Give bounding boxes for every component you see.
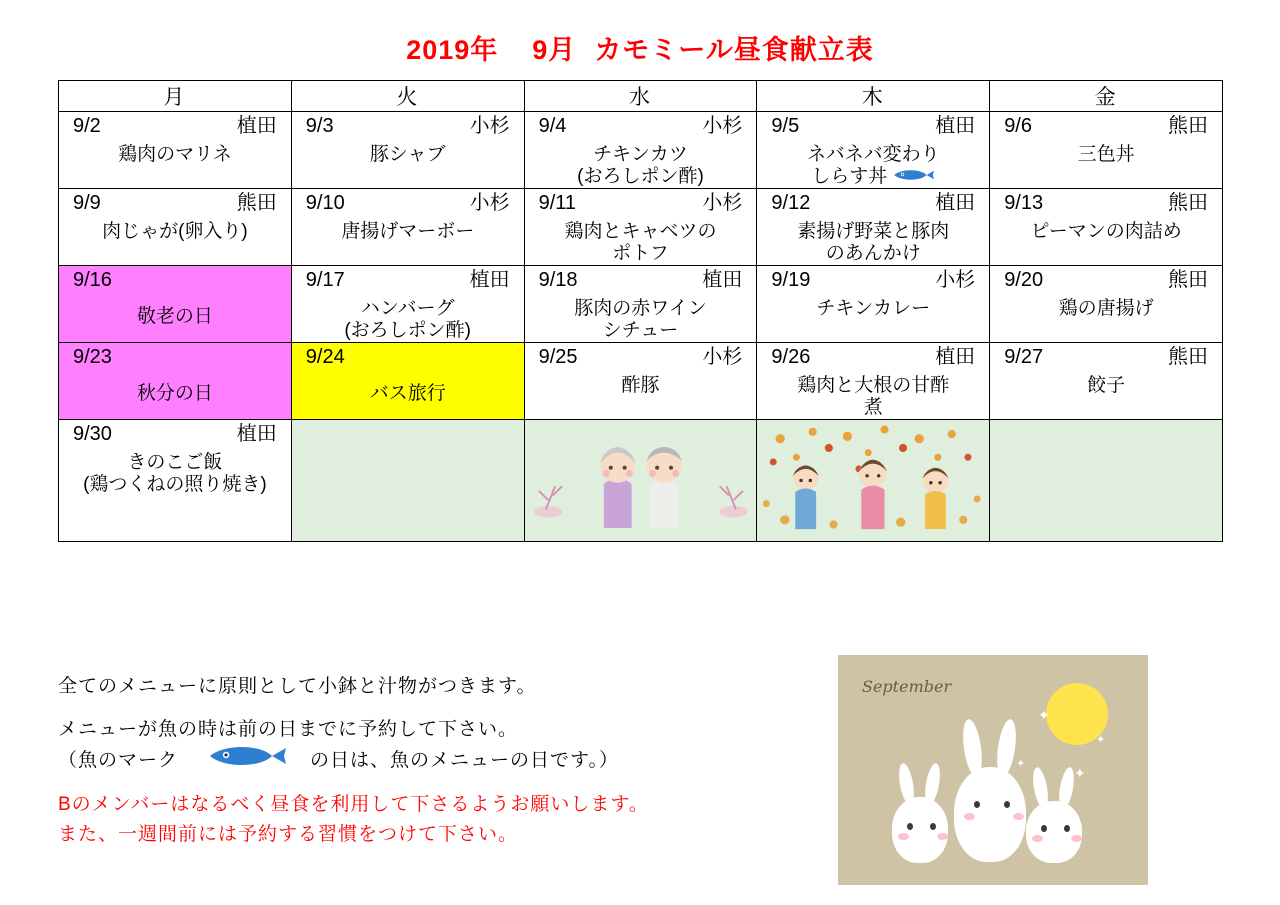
menu-line: ネバネバ変わり — [806, 144, 940, 165]
cell-date: 9/19 — [771, 269, 811, 291]
rabbit-eye — [907, 823, 913, 830]
weekday-header-mon: 月 — [59, 81, 292, 112]
cell-header — [757, 189, 989, 214]
cell-header — [292, 112, 524, 137]
cell-staff: 植田 — [702, 269, 743, 291]
calendar-cell[interactable] — [59, 343, 292, 420]
cell-staff: 小杉 — [702, 192, 743, 214]
rabbit-left — [892, 797, 948, 863]
menu-line: 酢豚 — [621, 375, 660, 396]
rabbit-cheek — [1013, 813, 1024, 820]
menu-line: バス旅行 — [369, 383, 446, 404]
menu-line: 豚シャブ — [369, 144, 446, 165]
cell-date: 9/2 — [73, 115, 101, 137]
page-title — [0, 28, 1280, 67]
cell-menu — [990, 214, 1222, 243]
fish-icon — [204, 745, 288, 776]
calendar-cell[interactable] — [990, 266, 1223, 343]
cell-menu — [59, 291, 291, 328]
menu-line: チキンカレー — [816, 298, 931, 319]
title-year: 2019年 — [406, 35, 499, 65]
cell-menu — [292, 291, 524, 342]
calendar-cell[interactable] — [990, 112, 1223, 189]
cell-date: 9/20 — [1004, 269, 1044, 291]
cell-date: 9/13 — [1004, 192, 1044, 214]
calendar-cell[interactable] — [291, 112, 524, 189]
cell-date: 9/10 — [305, 192, 345, 214]
cell-menu — [59, 214, 291, 243]
calendar-cell[interactable] — [524, 112, 757, 189]
cell-menu — [292, 214, 524, 243]
rabbit-cheek — [937, 833, 948, 840]
cell-menu — [757, 214, 989, 265]
calendar-cell[interactable] — [757, 112, 990, 189]
notes-block — [58, 672, 828, 849]
cell-header — [990, 189, 1222, 214]
menu-line: ハンバーグ — [360, 298, 455, 319]
cell-menu — [525, 291, 757, 342]
cell-date: 9/27 — [1004, 346, 1044, 368]
children-autumn-leaves-illustration — [757, 420, 989, 541]
calendar-cell[interactable] — [291, 420, 524, 542]
calendar-cell[interactable] — [524, 189, 757, 266]
menu-line: 鶏肉のマリネ — [118, 144, 232, 165]
menu-line: 肉じゃが(卵入り) — [102, 221, 248, 242]
rabbit-cheek — [1032, 835, 1043, 842]
cell-menu — [525, 368, 757, 397]
menu-line: ポトフ — [612, 242, 669, 264]
menu-line: チキンカツ — [593, 144, 688, 165]
calendar-cell[interactable] — [990, 189, 1223, 266]
cell-staff: 熊田 — [1168, 115, 1208, 137]
cell-date: 9/9 — [73, 192, 101, 214]
calendar-cell[interactable] — [524, 266, 757, 343]
cell-date: 9/5 — [771, 115, 800, 137]
cell-header — [757, 112, 989, 137]
cell-staff: 植田 — [935, 115, 976, 137]
menu-line: 鶏の唐揚げ — [1058, 298, 1154, 319]
cell-date: 9/30 — [73, 423, 112, 445]
menu-line: 素揚げ野菜と豚肉 — [797, 221, 950, 242]
menu-line: 豚肉の赤ワイン — [574, 298, 707, 319]
table-body — [59, 112, 1223, 542]
cell-header — [990, 266, 1222, 291]
cell-header — [990, 343, 1222, 368]
calendar-cell[interactable] — [757, 266, 990, 343]
cell-staff: 小杉 — [469, 192, 510, 214]
menu-line: きのこご飯 — [127, 452, 223, 473]
cell-staff: 小杉 — [935, 269, 976, 291]
calendar-cell[interactable] — [990, 420, 1223, 542]
cell-header — [757, 343, 989, 368]
cell-staff: 熊田 — [236, 192, 277, 214]
cell-staff: 植田 — [469, 269, 510, 291]
weekday-header-thu: 木 — [757, 81, 990, 112]
rabbit-right — [1026, 801, 1082, 863]
menu-line: のあんかけ — [825, 242, 921, 264]
menu-line: ピーマンの肉詰め — [1030, 221, 1182, 242]
cell-header — [59, 189, 291, 214]
calendar-cell[interactable] — [524, 343, 757, 420]
cell-staff: 植田 — [236, 423, 277, 445]
note-line-2: メニューが魚の時は前の日までに予約して下さい。 — [58, 719, 519, 741]
cell-header — [757, 266, 989, 291]
calendar-cell[interactable] — [59, 420, 292, 542]
cell-staff: 植田 — [935, 192, 976, 214]
cell-menu — [525, 137, 757, 188]
rabbit-eye — [974, 801, 980, 808]
rabbit-cheek — [964, 813, 975, 820]
cell-header — [59, 420, 291, 445]
table-row — [59, 266, 1223, 343]
cell-header — [59, 343, 291, 368]
rabbit-cheek — [898, 833, 909, 840]
cell-staff: 植田 — [236, 115, 277, 137]
menu-line: (おろしポン酢) — [577, 165, 704, 187]
cell-menu — [59, 137, 291, 166]
rabbit-eye — [1041, 825, 1047, 832]
cell-menu — [59, 368, 291, 405]
cell-date: 9/6 — [1004, 115, 1032, 137]
cell-header — [59, 266, 291, 291]
rabbit-cheek — [1071, 835, 1082, 842]
calendar-cell[interactable] — [524, 420, 757, 542]
calendar-cell[interactable] — [990, 343, 1223, 420]
cell-date: 9/3 — [305, 115, 334, 137]
cell-staff: 小杉 — [469, 115, 510, 137]
cell-header — [292, 266, 524, 291]
rabbit-moon-illustration — [838, 655, 1148, 885]
menu-calendar-table — [58, 80, 1223, 542]
note-line-1: 全てのメニューに原則として小鉢と汁物がつきます。 — [58, 676, 537, 697]
cell-staff: 小杉 — [702, 346, 743, 368]
title-text: カモミール昼食献立表 — [594, 35, 874, 65]
calendar-cell[interactable] — [59, 189, 292, 266]
cell-menu — [757, 137, 989, 188]
cell-header — [525, 266, 757, 291]
calendar-cell[interactable] — [291, 343, 524, 420]
sparkle-icon: ✦ — [1096, 734, 1106, 746]
sparkle-icon: ✦ — [1038, 707, 1050, 723]
cell-header — [292, 343, 524, 368]
note-line-3-pre: （魚のマーク — [58, 749, 179, 771]
cell-date: 9/23 — [73, 346, 112, 368]
weekday-header-tue: 火 — [291, 81, 524, 112]
cell-header — [990, 112, 1222, 137]
menu-line: 三色丼 — [1077, 144, 1135, 165]
sparkle-icon: ✦ — [1016, 758, 1026, 770]
cell-menu — [990, 368, 1222, 397]
fish-icon — [891, 166, 935, 188]
cell-menu — [292, 368, 524, 405]
table-row — [59, 189, 1223, 266]
title-month: 9月 — [532, 35, 577, 65]
cell-header — [59, 112, 291, 137]
menu-line: 敬老の日 — [136, 306, 213, 327]
cell-staff: 熊田 — [1168, 346, 1208, 368]
picture-caption: September — [862, 677, 952, 696]
cell-header — [525, 189, 757, 214]
cell-date: 9/17 — [305, 269, 345, 291]
cell-date: 9/4 — [538, 115, 567, 137]
cell-staff: 熊田 — [1168, 192, 1208, 214]
cell-menu — [525, 214, 757, 265]
weekday-header-fri: 金 — [990, 81, 1223, 112]
cell-date: 9/26 — [771, 346, 811, 368]
calendar-cell[interactable] — [59, 266, 292, 343]
cell-header — [292, 189, 524, 214]
menu-line: 鶏肉と大根の甘酢 — [797, 375, 950, 396]
cell-menu — [757, 291, 989, 320]
cell-staff: 小杉 — [702, 115, 743, 137]
rabbit-eye — [1064, 825, 1070, 832]
table-row — [59, 112, 1223, 189]
table-row — [59, 420, 1223, 542]
calendar-cell[interactable] — [59, 112, 292, 189]
calendar-cell[interactable] — [757, 420, 990, 542]
cell-header — [525, 343, 757, 368]
cell-staff: 熊田 — [1168, 269, 1208, 291]
calendar-cell[interactable] — [291, 266, 524, 343]
calendar-cell[interactable] — [291, 189, 524, 266]
weekday-header-wed: 水 — [524, 81, 757, 112]
cell-date: 9/18 — [538, 269, 578, 291]
rabbit-eye — [930, 823, 936, 830]
menu-line: しらす丼 — [761, 166, 985, 188]
calendar-cell[interactable] — [757, 189, 990, 266]
cell-date: 9/16 — [73, 269, 112, 291]
note-line-4: Bのメンバーはなるべく昼食を利用して下さるようお願いします。 — [58, 794, 649, 816]
note-line-3 — [58, 745, 828, 776]
cell-date: 9/24 — [305, 346, 345, 368]
menu-line: 唐揚げマーボー — [341, 221, 475, 242]
cell-menu — [757, 368, 989, 419]
cell-menu — [59, 445, 291, 496]
sparkle-icon: ✦ — [1074, 765, 1086, 781]
menu-line: (おろしポン酢) — [344, 319, 472, 341]
cell-date: 9/11 — [538, 192, 577, 214]
menu-line: 秋分の日 — [136, 383, 213, 404]
cell-header — [525, 112, 757, 137]
table-row — [59, 343, 1223, 420]
menu-line: (鶏つくねの照り焼き) — [83, 473, 267, 495]
cell-menu — [990, 291, 1222, 320]
elderly-couple-illustration — [525, 420, 757, 541]
menu-line: シチュー — [602, 319, 679, 341]
note-line-3-post: の日は、魚のメニューの日です。） — [310, 749, 619, 771]
cell-menu — [292, 137, 524, 166]
menu-line: 煮 — [863, 396, 883, 418]
menu-line: 餃子 — [1087, 375, 1126, 396]
cell-date: 9/12 — [771, 192, 811, 214]
table-header-row — [59, 81, 1223, 112]
cell-date: 9/25 — [538, 346, 578, 368]
menu-line: 鶏肉とキャベツの — [564, 221, 717, 242]
note-line-5: また、一週間前には予約する習慣をつけて下さい。 — [58, 823, 519, 845]
rabbit-eye — [1004, 801, 1010, 808]
cell-staff: 植田 — [935, 346, 976, 368]
cell-menu — [990, 137, 1222, 166]
calendar-cell[interactable] — [757, 343, 990, 420]
